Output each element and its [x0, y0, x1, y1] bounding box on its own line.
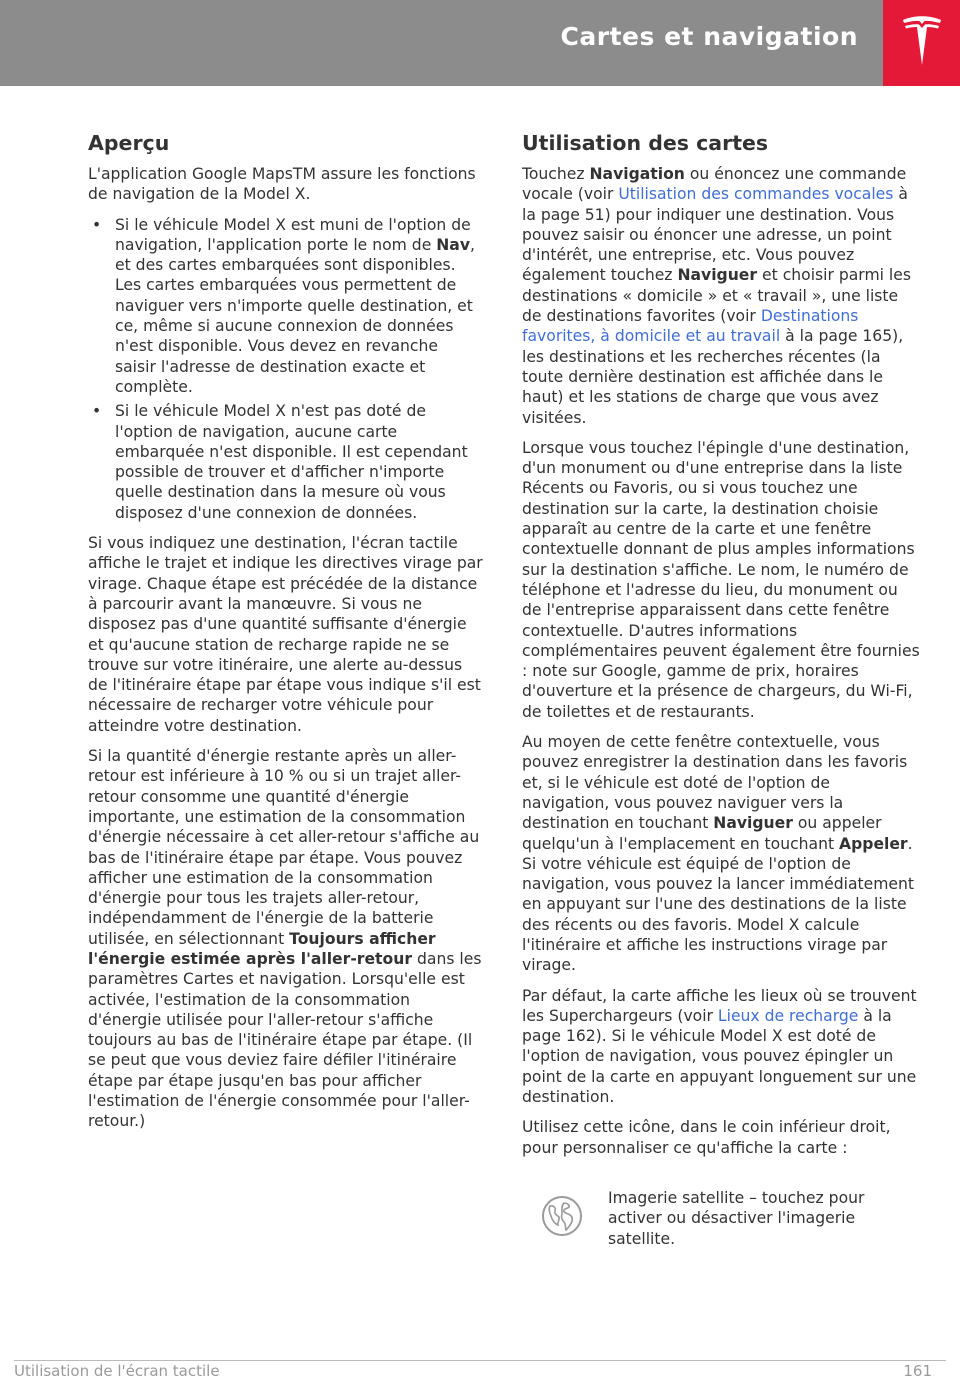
body-paragraph: Si vous indiquez une destination, l'écran tactile affiche le trajet et indique les directives virage par virage. Chaque étape est précédée de la distance à parcourir avant la manœuvre. Si vous ne disposez pas d'une quantité suffisante d'énergie et qu'aucune station de recharge rapide ne se trouve sur votre itinéraire, une alerte au-dessus de l'itinéraire étape par étape vous indique s'il est nécessaire de recharger votre véhicule pour atteindre votre destination. — [88, 534, 483, 735]
page-title: Cartes et navigation — [560, 22, 858, 51]
list-item: • Si le véhicule Model X n'est pas doté de l'option de navigation, aucune carte embarquée n'est disponible. Il est cependant possible de trouver et d'afficher n'importe quelle destination dans la mesure où vous disposez d'une connexion de données. — [92, 402, 468, 522]
footer-section-title: Utilisation de l'écran tactile — [14, 1362, 220, 1380]
left-column — [88, 120, 483, 1142]
link-voice-commands[interactable]: Utilisation des commandes vocales — [618, 185, 894, 204]
tesla-logo-icon — [900, 16, 944, 68]
globe-icon — [540, 1194, 584, 1238]
link-favorite-destinations[interactable]: Destinations favorites, à domicile et au travail — [522, 307, 859, 346]
bullet-list — [88, 215, 483, 523]
body-paragraph: Utilisez cette icône, dans le coin inférieur droit, pour personnaliser ce qu'affiche la carte : — [522, 1118, 891, 1157]
bullet-icon: • — [92, 215, 102, 234]
footer-divider — [14, 1360, 946, 1361]
page-number: 161 — [903, 1362, 932, 1380]
section-heading-apercu: Aperçu — [88, 131, 170, 155]
right-column — [522, 120, 920, 1246]
intro-paragraph: L'application Google MapsTM assure les fonctions de navigation de la Model X. — [88, 165, 476, 204]
satellite-icon-row — [522, 1180, 920, 1246]
body-paragraph: Touchez Navigation ou énoncez une commande vocale (voir Utilisation des commandes vocales à la page 51) pour indiquer une destination. Vous pouvez saisir ou énoncer une adresse, un point d'intérêt, une entreprise, etc. Vous pouvez également touchez Naviguer et choisir parmi les destinations « domicile » et « travail », une liste de destinations favorites (voir Destinations favorites, à domicile et au travail à la page 165), les destinations et les recherches récentes (la toute dernière destination est affichée dans le haut) et les stations de charge que vous avez visitées. — [522, 165, 911, 427]
bullet-icon: • — [92, 402, 102, 421]
section-heading-utilisation: Utilisation des cartes — [522, 131, 769, 155]
page-header — [0, 0, 960, 86]
body-paragraph: Si la quantité d'énergie restante après un aller-retour est inférieure à 10 % ou si un trajet aller-retour consomme une quantité d'énergie importante, une estimation de la consommation d'énergie nécessaire à cet aller-retour s'affiche au bas de l'itinéraire étape par étape. Vous pouvez afficher une estimation de la consommation d'énergie pour tous les trajets aller-retour, indépendamment de l'énergie de la batterie utilisée, en sélectionnant Toujours afficher l'énergie estimée après l'aller-retour dans les paramètres Cartes et navigation. Lorsqu'elle est activée, l'estimation de la consommation d'énergie utilisée pour l'aller-retour s'affiche toujours au bas de l'itinéraire étape par étape. (Il se peut que vous deviez faire défiler l'itinéraire étape par étape jusqu'en bas pour afficher l'estimation de l'énergie consommée pour l'aller-retour.) — [88, 747, 482, 1131]
body-paragraph: Lorsque vous touchez l'épingle d'une destination, d'un monument ou d'une entreprise dans la liste Récents ou Favoris, ou si vous touchez une destination sur la carte, la destination choisie apparaît au centre de la carte et une fenêtre contextuelle donnant de plus amples informations sur la destination s'affiche. Le nom, le numéro de téléphone et l'adresse du lieu, du monument ou de l'entreprise apparaissent dans cette fenêtre contextuelle. D'autres informations complémentaires peuvent également être fournies : note sur Google, gamme de prix, horaires d'ouverture et la présence de chargeurs, du Wi-Fi, de toilettes et de restaurants. — [522, 438, 920, 721]
body-paragraph: Au moyen de cette fenêtre contextuelle, vous pouvez enregistrer la destination dans les favoris et, si le véhicule est doté de l'option de navigation, vous pouvez naviguer vers la destination en touchant Naviguer ou appeler quelqu'un à l'emplacement en touchant Appeler. Si votre véhicule est équipé de l'option de navigation, vous pouvez la lancer immédiatement en appuyant sur l'une des destinations de la liste des récents ou des favoris. Model X calcule l'itinéraire et affiche les instructions virage par virage. — [522, 733, 914, 975]
satellite-imagery-description: Imagerie satellite – touchez pour activer ou désactiver l'imagerie satellite. — [608, 1188, 865, 1248]
brand-logo — [883, 0, 960, 86]
body-paragraph: Par défaut, la carte affiche les lieux où se trouvent les Superchargeurs (voir Lieux de recharge à la page 162). Si le véhicule Model X est doté de l'option de navigation, vous pouvez épingler un point de la carte en appuyant longuement sur une destination. — [522, 986, 917, 1107]
list-item: • Si le véhicule Model X est muni de l'option de navigation, l'application porte le nom de Nav, et des cartes embarquées sont disponibles. Les cartes embarquées vous permettent de naviguer vers n'importe quelle destination, et ce, même si aucune connexion de données n'est disponible. Vous devez en revanche saisir l'adresse de destination exacte et complète. — [92, 215, 475, 396]
link-charging-locations[interactable]: Lieux de recharge — [717, 1006, 859, 1025]
